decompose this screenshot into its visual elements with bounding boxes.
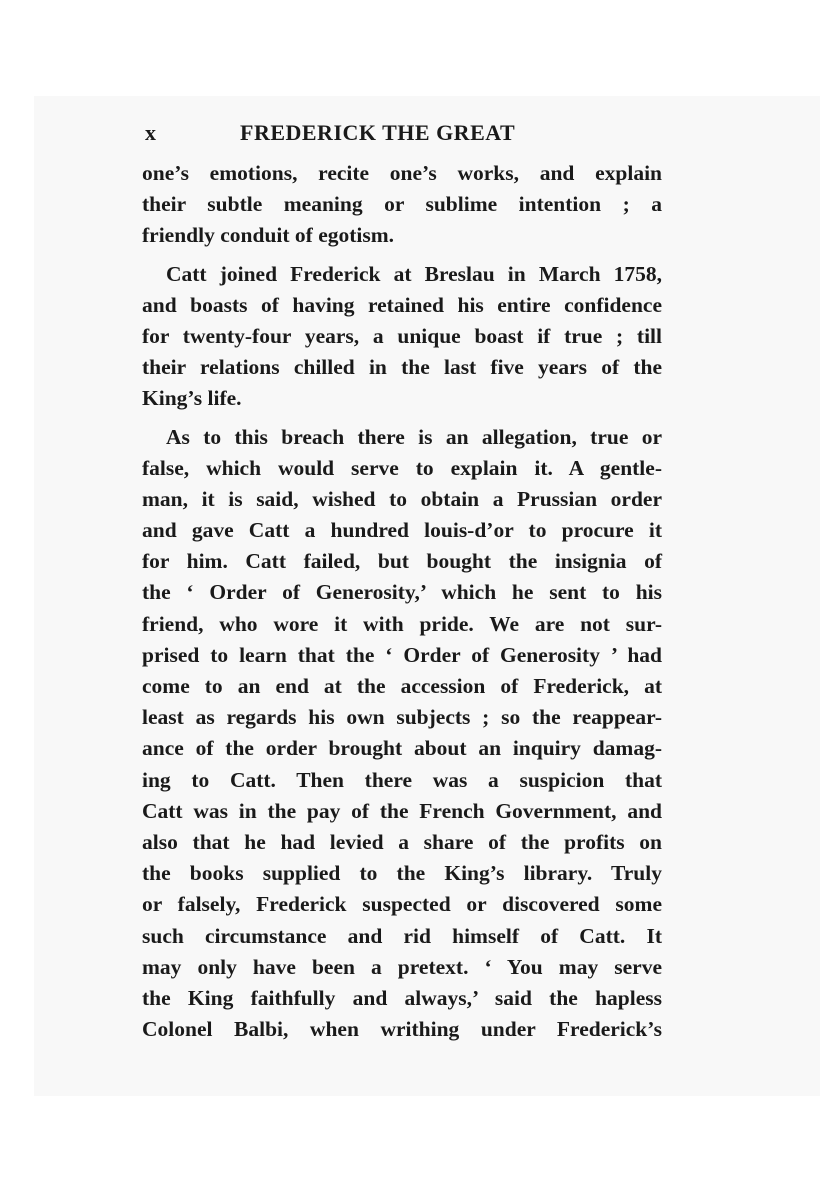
text-line: for twenty-four years, a unique boast if true ; till (142, 323, 662, 348)
text-line: prised to learn that the ‘ Order of Generosity ’ had (142, 642, 662, 667)
text-line: may only have been a pretext. ‘ You may serve (142, 954, 662, 979)
text-line: one’s emotions, recite one’s works, and explain (142, 161, 662, 185)
page-number: x (145, 120, 156, 145)
text-line: and boasts of having retained his entire confidence (142, 292, 662, 317)
text-line: false, which would serve to explain it. A gentle- (142, 455, 662, 480)
text-line: ance of the order brought about an inquiry damag- (142, 736, 662, 761)
text-line: King’s life. (142, 386, 242, 411)
paragraph (142, 259, 662, 415)
text-line: Catt was in the pay of the French Government, and (142, 798, 662, 823)
text-line: As to this breach there is an allegation, true or (166, 424, 662, 449)
running-head (142, 112, 662, 158)
text-line: least as regards his own subjects ; so the reappear- (142, 705, 662, 730)
running-title: FREDERICK THE GREAT (240, 120, 516, 145)
text-line: also that he had levied a share of the profits on (142, 829, 662, 854)
text-line: or falsely, Frederick suspected or discovered some (142, 892, 662, 917)
paragraph (142, 158, 662, 252)
text-column (142, 158, 662, 1045)
text-line: for him. Catt failed, but bought the insignia of (142, 549, 662, 574)
text-line: such circumstance and rid himself of Catt. It (142, 923, 662, 948)
text-line: Colonel Balbi, when writhing under Frederick’s (142, 1017, 662, 1042)
text-line: man, it is said, wished to obtain a Prussian order (142, 486, 662, 511)
text-line: Catt joined Frederick at Breslau in March 1758, (166, 261, 662, 286)
text-line: and gave Catt a hundred louis-d’or to procure it (142, 518, 662, 543)
text-line: friend, who wore it with pride. We are not sur- (142, 611, 662, 636)
text-line: ing to Catt. Then there was a suspicion that (142, 767, 662, 792)
text-line: the ‘ Order of Generosity,’ which he sent to his (142, 580, 662, 605)
text-line: their subtle meaning or sublime intention ; a (142, 192, 662, 217)
text-line: the King faithfully and always,’ said the hapless (142, 985, 662, 1010)
text-line: friendly conduit of egotism. (142, 223, 395, 248)
page-body (142, 112, 662, 1052)
text-line: the books supplied to the King’s library. Truly (142, 861, 662, 886)
text-line: come to an end at the accession of Frederick, at (142, 674, 662, 698)
text-line: their relations chilled in the last five years of the (142, 355, 662, 380)
paragraph (142, 422, 662, 1046)
